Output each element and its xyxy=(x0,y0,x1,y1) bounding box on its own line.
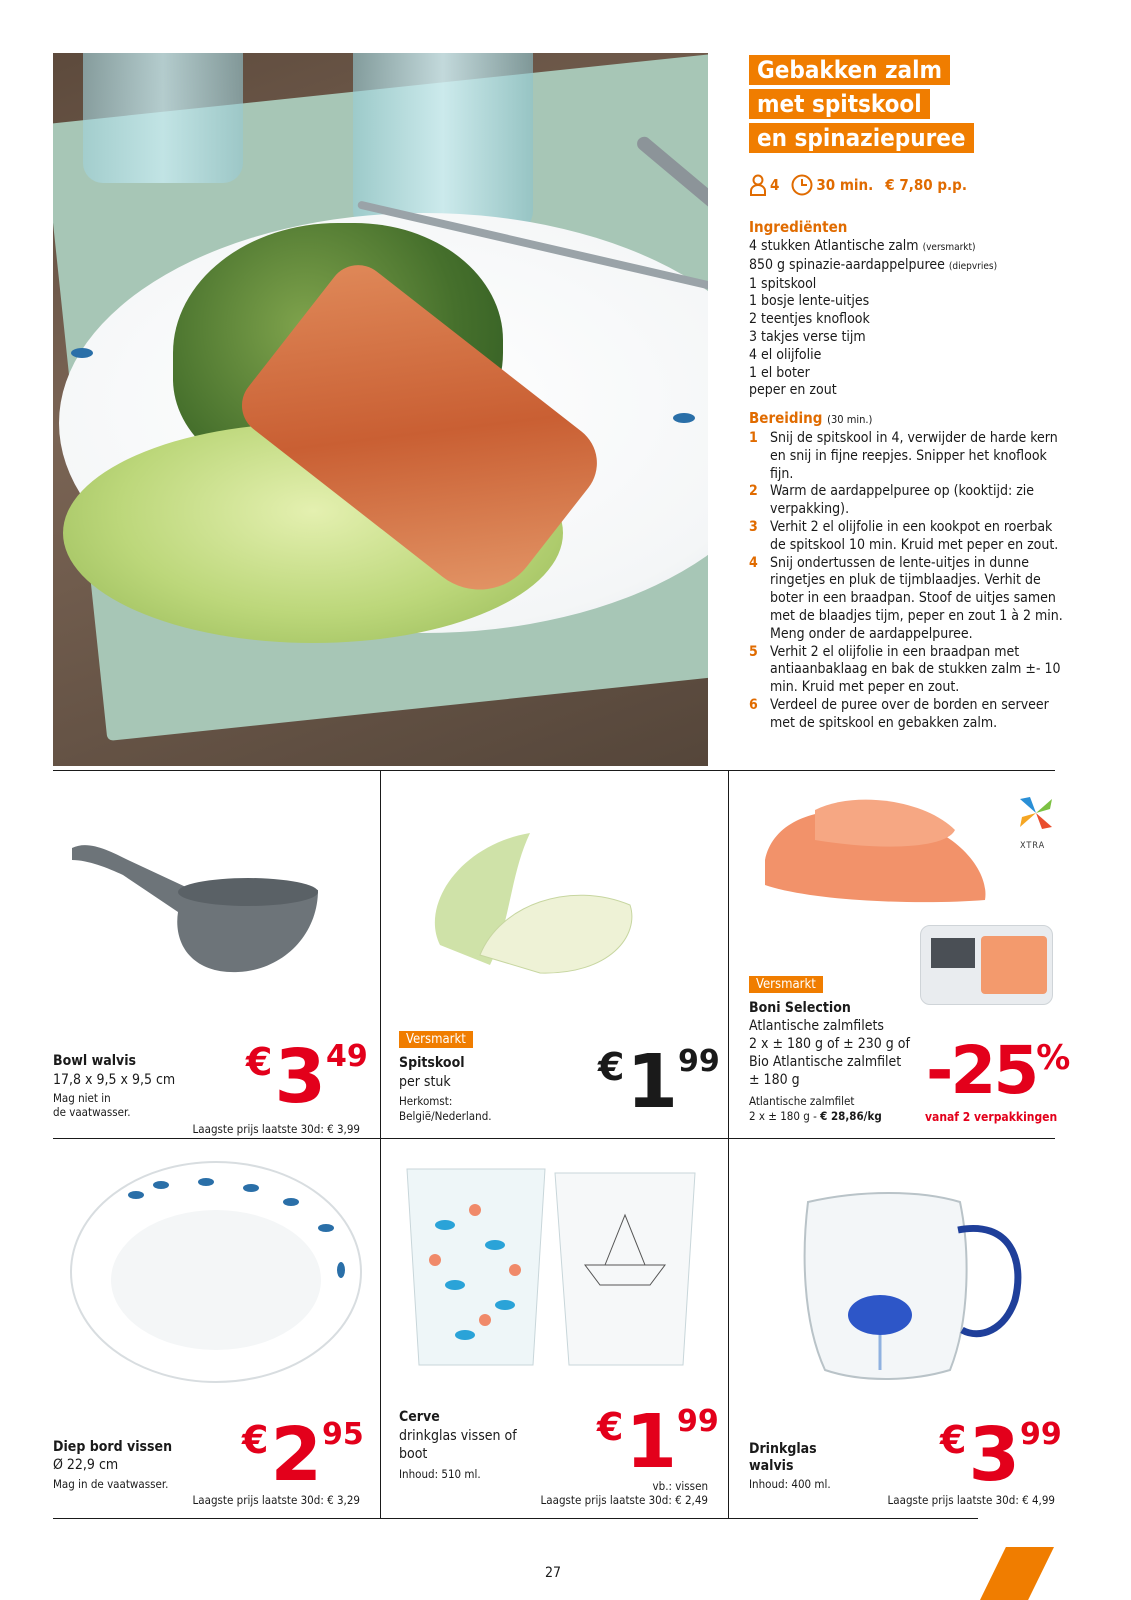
product-line: Bio Atlantische zalmfilet xyxy=(749,1054,902,1070)
discount-badge: -25% xyxy=(926,1032,1068,1109)
recipe-title xyxy=(749,55,974,157)
product-subline: 2 x ± 180 g - € 28,86/kg xyxy=(749,1109,882,1123)
price-decimal: 99 xyxy=(677,1044,720,1079)
salmon-package-image xyxy=(920,925,1053,1005)
currency-symbol: € xyxy=(597,1405,624,1449)
step-item: 4 Snij ondertussen de lente-uitjes in dunne ringetjes en pluk de tijmblaadjes. Verhit de boter in een braadpan. Stoof de uitjes samen met de blaadjes tijm, peper en zout 1 à 2 min. Meng onder de aardappelpuree. xyxy=(749,554,1063,642)
xtra-logo-icon xyxy=(1016,793,1056,833)
glass-image xyxy=(83,53,243,183)
title-line: met spitskool xyxy=(749,89,930,119)
grid-divider xyxy=(53,1518,978,1519)
example-note: vb.: vissen xyxy=(652,1479,708,1493)
whale-mug-image xyxy=(800,1190,1025,1385)
product-note: de vaatwasser. xyxy=(53,1105,131,1119)
salmon-product-image xyxy=(755,790,1015,910)
ingredient-item: peper en zout xyxy=(749,382,837,399)
product-line: drinkglas vissen of xyxy=(399,1428,517,1444)
ingredient-item: 2 teentjes knoflook xyxy=(749,311,870,328)
fish-decoration xyxy=(71,348,93,358)
grid-divider xyxy=(380,770,381,1518)
ingredient-item: 4 el olijfolie xyxy=(749,346,822,363)
origin-value: België/Nederland. xyxy=(399,1109,492,1123)
product-dimensions: Ø 22,9 cm xyxy=(53,1457,119,1473)
price xyxy=(940,1412,1062,1498)
ingredients-heading: Ingrediënten xyxy=(749,218,848,236)
grid-divider xyxy=(53,1138,1055,1139)
product-line: Atlantische zalmfilets xyxy=(749,1018,884,1034)
step-item: 3 Verhit 2 el olijfolie in een kookpot en roerbak de spitskool 10 min. Kruid met peper en zout. xyxy=(749,518,1059,553)
price-per-kg: € 28,86/kg xyxy=(820,1109,882,1123)
preparation-steps xyxy=(749,430,1069,733)
plate-product-image xyxy=(66,1160,366,1385)
price-decimal: 99 xyxy=(1019,1417,1062,1452)
ingredients-list xyxy=(749,238,997,400)
product-brand: Boni Selection xyxy=(749,1000,851,1016)
price-integer: 3 xyxy=(968,1412,1018,1498)
person-icon xyxy=(749,174,767,196)
product-name: Bowl walvis xyxy=(53,1053,137,1069)
lowest-price-note: Laagste prijs laatste 30d: € 3,29 xyxy=(192,1493,360,1507)
versmarkt-tag: Versmarkt xyxy=(749,976,823,993)
grid-divider xyxy=(728,770,729,1518)
price-per-person: € 7,80 p.p. xyxy=(885,176,967,194)
step-item: 5 Verhit 2 el olijfolie in een braadpan met antiaanbaklaag en bak de stukken zalm ±- 10 min. Kruid met peper en zout. xyxy=(749,643,1061,696)
ingredient-item: 850 g spinazie-aardappelpuree (diepvries) xyxy=(749,256,998,273)
product-dimensions: 17,8 x 9,5 x 9,5 cm xyxy=(53,1072,176,1088)
price-integer: 1 xyxy=(626,1039,676,1125)
product-content: Inhoud: 510 ml. xyxy=(399,1467,481,1481)
step-item: 6 Verdeel de puree over de borden en serveer met de spitskool en gebakken zalm. xyxy=(749,696,1049,731)
product-unit: per stuk xyxy=(399,1074,451,1090)
title-line: en spinaziepuree xyxy=(749,123,974,153)
persons-value: 4 xyxy=(770,176,780,194)
price-decimal: 99 xyxy=(676,1404,719,1439)
origin-label: Herkomst: xyxy=(399,1094,453,1108)
currency-symbol: € xyxy=(598,1045,625,1089)
product-subline: Atlantische zalmfilet xyxy=(749,1094,855,1108)
lowest-price-note: Laagste prijs laatste 30d: € 2,49 xyxy=(540,1493,708,1507)
product-line: 2 x ± 180 g of ± 230 g of xyxy=(749,1036,910,1052)
product-name: Cerve xyxy=(399,1409,440,1425)
product-name: Drinkglas xyxy=(749,1441,817,1457)
bowl-image xyxy=(68,830,323,980)
price-integer: 2 xyxy=(270,1412,320,1498)
price-integer: 3 xyxy=(274,1034,324,1120)
step-item: 1 Snij de spitskool in 4, verwijder de harde kern en snij in fijne reepjes. Snipper het knoflook fijn. xyxy=(749,430,1058,482)
price xyxy=(597,1399,719,1485)
recipe-meta xyxy=(749,174,967,196)
ingredient-item: 1 el boter xyxy=(749,364,810,381)
currency-symbol: € xyxy=(940,1418,967,1462)
price-integer: 1 xyxy=(625,1399,675,1485)
cerve-glasses-image xyxy=(405,1165,700,1370)
product-name: Spitskool xyxy=(399,1055,465,1071)
ingredient-item: 1 spitskool xyxy=(749,275,817,292)
discount-condition: vanaf 2 verpakkingen xyxy=(925,1110,1058,1124)
price-decimal: 95 xyxy=(321,1417,364,1452)
ingredient-item: 4 stukken Atlantische zalm (versmarkt) xyxy=(749,238,976,254)
orange-corner-stripe xyxy=(980,1547,1054,1600)
versmarkt-tag: Versmarkt xyxy=(399,1031,473,1048)
price xyxy=(598,1039,720,1125)
price xyxy=(242,1412,364,1498)
product-line: boot xyxy=(399,1446,428,1462)
currency-symbol: € xyxy=(242,1418,269,1462)
ingredient-item: 3 takjes verse tijm xyxy=(749,328,866,345)
clock-icon xyxy=(791,174,813,196)
product-content: Inhoud: 400 ml. xyxy=(749,1477,831,1491)
lowest-price-note: Laagste prijs laatste 30d: € 4,99 xyxy=(887,1493,1055,1507)
step-item: 2 Warm de aardappelpuree op (kooktijd: zie verpakking). xyxy=(749,483,1035,518)
product-name: walvis xyxy=(749,1458,794,1474)
product-note: Mag in de vaatwasser. xyxy=(53,1477,169,1491)
fish-decoration xyxy=(673,413,695,423)
cabbage-product-image xyxy=(420,825,640,975)
ingredient-item: 1 bosje lente-uitjes xyxy=(749,293,870,310)
product-note: Mag niet in xyxy=(53,1091,111,1105)
product-line: ± 180 g xyxy=(749,1072,800,1088)
price-decimal: 49 xyxy=(325,1039,368,1074)
currency-symbol: € xyxy=(246,1040,273,1084)
recipe-photo xyxy=(53,53,708,766)
preparation-heading: Bereiding (30 min.) xyxy=(749,409,873,427)
lowest-price-note: Laagste prijs laatste 30d: € 3,99 xyxy=(192,1122,360,1136)
price xyxy=(246,1034,368,1120)
title-line: Gebakken zalm xyxy=(749,55,950,85)
time-value: 30 min. xyxy=(816,176,874,194)
page-number: 27 xyxy=(545,1565,562,1581)
grid-divider xyxy=(53,770,1055,771)
xtra-label: XTRA xyxy=(1020,841,1046,851)
product-name: Diep bord vissen xyxy=(53,1439,173,1455)
